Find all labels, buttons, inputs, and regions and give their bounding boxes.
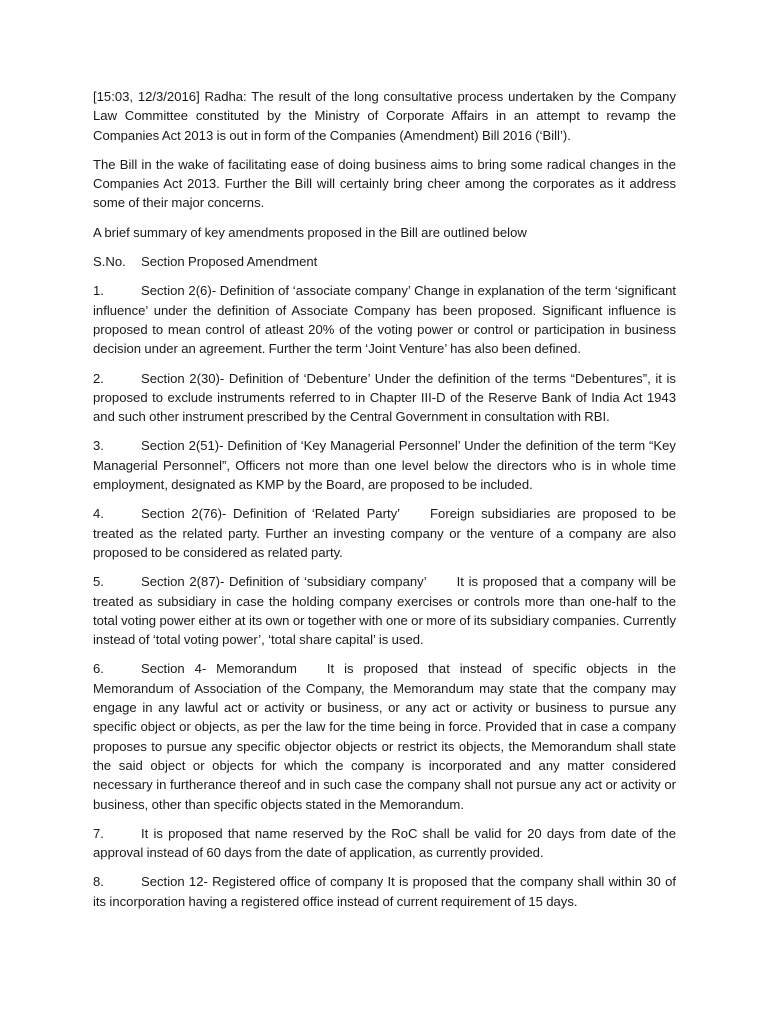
header-sno: S.No. bbox=[93, 254, 126, 270]
item-section: Section 2(30)- Definition of ‘Debenture’ bbox=[141, 370, 371, 386]
item-text: Change in explanation of the term ‘significant influence’ under the definition of Associate Company has been proposed. Significant influence is proposed to mean control of atleast 20% of the voting power or control or participation in business decision under an agreement. Further the term ‘Joint Venture’ has also been defined. bbox=[93, 283, 676, 357]
item-number: 5. bbox=[93, 574, 104, 590]
item-section: Section 2(87)- Definition of ‘subsidiary company’ bbox=[141, 574, 427, 590]
amendment-item bbox=[93, 872, 676, 911]
item-section: Section 2(6)- Definition of ‘associate company’ bbox=[141, 283, 411, 299]
amendment-item bbox=[93, 369, 676, 427]
amendment-item bbox=[93, 824, 676, 863]
item-section: Section 2(51)- Definition of ‘Key Managerial Personnel’ bbox=[141, 438, 461, 454]
item-section: Section 12- Registered office of company bbox=[141, 874, 384, 890]
item-text: It is proposed that name reserved by the RoC shall be valid for 20 days from date of the approval instead of 60 days from the date of application, as currently provided. bbox=[93, 825, 676, 861]
item-number: 3. bbox=[93, 438, 104, 454]
item-number: 1. bbox=[93, 283, 104, 299]
item-text: It is proposed that the company shall within 30 of its incorporation having a registered office instead of current requirement of 15 days. bbox=[93, 874, 677, 909]
item-text: Under the definition of the terms “Debentures”, it is proposed to exclude instruments referred to in Chapter III-D of the Reserve Bank of India Act 1943 and such other instrument prescribed by the Central Government in consultation with RBI. bbox=[93, 370, 676, 425]
amendment-item bbox=[93, 436, 676, 494]
item-text: It is proposed that a company will be treated as subsidiary in case the holding company exercises or controls more than one-half to the total voting power either at its own or together with one or more of its subsidiary companies. Currently instead of ‘total voting power’, ‘total share capital’ is used. bbox=[93, 574, 676, 648]
item-text: It is proposed that instead of specific objects in the Memorandum of Association of the Company, the Memorandum may state that the company may engage in any lawful act or activity or business, or any act or activity or business to pursue any specific object or objects, as per the law for the time being in force. Provided that in case a company proposes to pursue any specific objector objects or restrict its objects, the Memorandum shall state the said object or objects for which the company is incorporated and any matter considered necessary in furtherance thereof and in such case the company shall not pursue any act or activity or business, other than specific objects stated in the Memorandum. bbox=[93, 661, 676, 812]
item-number: 6. bbox=[93, 661, 104, 677]
item-number: 8. bbox=[93, 874, 104, 890]
amendment-item bbox=[93, 504, 676, 562]
table-header bbox=[93, 252, 676, 271]
item-number: 7. bbox=[93, 825, 104, 841]
item-number: 2. bbox=[93, 370, 104, 386]
intro-paragraph: The Bill in the wake of facilitating ease of doing business aims to bring some radical changes in the Companies Act 2013. Further the Bill will certainly bring cheer among the corporates as it address some of their major concerns. bbox=[93, 156, 676, 211]
amendment-item bbox=[93, 281, 676, 358]
item-number: 4. bbox=[93, 506, 104, 522]
intro-paragraph: A brief summary of key amendments proposed in the Bill are outlined below bbox=[93, 224, 527, 240]
item-text: Foreign subsidiaries are proposed to be treated as the related party. Further an investing company or the venture of a company are also proposed to be considered as related party. bbox=[93, 506, 677, 560]
item-section: Section 2(76)- Definition of ‘Related Party’ bbox=[141, 506, 401, 522]
amendment-item bbox=[93, 659, 676, 813]
item-text: Under the definition of the term “Key Managerial Personnel”, Officers not more than one level below the directors who is in whole time employment, designated as KMP by the Board, are proposed to be included. bbox=[93, 438, 676, 493]
header-rest: Section Proposed Amendment bbox=[141, 254, 318, 270]
item-section: Section 4- Memorandum bbox=[141, 661, 297, 677]
amendment-item bbox=[93, 572, 676, 649]
intro-paragraph: [15:03, 12/3/2016] Radha: The result of the long consultative process undertaken by the Company Law Committee constituted by the Ministry of Corporate Affairs in an attempt to revamp the Companies Act 2013 is out in form of the Companies (Amendment) Bill 2016 (‘Bill’). bbox=[93, 89, 676, 143]
